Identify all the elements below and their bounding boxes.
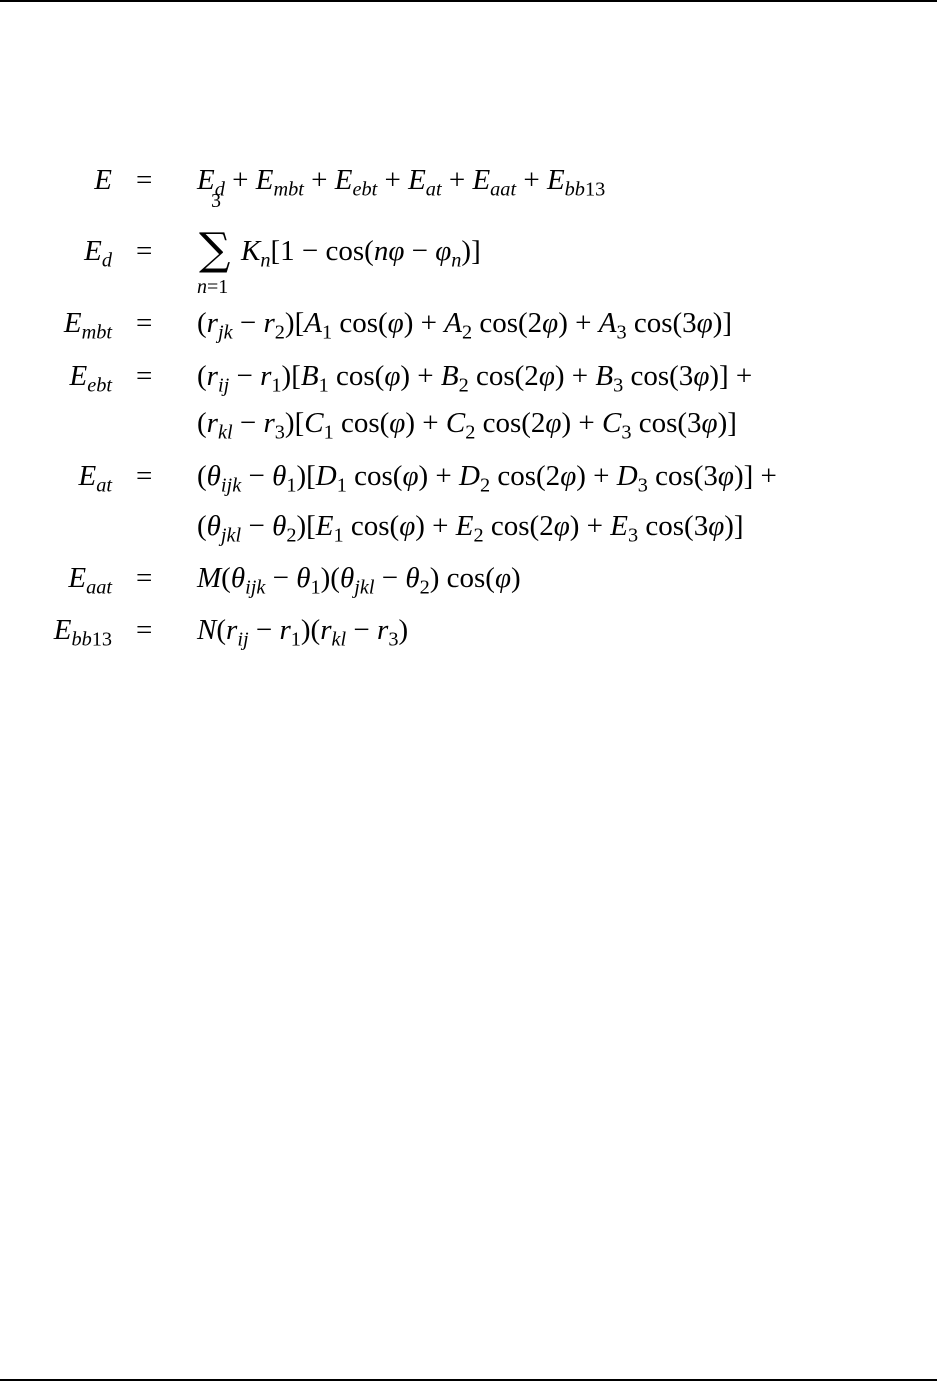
lhs-ed: $E_d$ bbox=[84, 235, 112, 272]
equation-total-energy bbox=[0, 162, 937, 212]
equals-sign: = bbox=[136, 360, 153, 392]
rhs-bond-bond-13: $N(r_{ij} - r_1)(r_{kl} - r_3)$ bbox=[197, 614, 409, 651]
equation-end-bond-torsion bbox=[0, 358, 937, 408]
summation-operator bbox=[197, 190, 241, 298]
equals-sign: = bbox=[136, 307, 153, 339]
equation-end-bond-torsion-continued bbox=[0, 405, 937, 455]
sigma-icon: ∑ bbox=[199, 224, 231, 275]
rhs-end-bond-torsion-line2: $(r_{kl} - r_3)[C_1$ $\cos(\varphi) + C_2$ $\cos(2\varphi) + C_3$ cos(3φ)] bbox=[197, 407, 737, 444]
lhs-e: E bbox=[94, 164, 112, 196]
rhs-angle-torsion-line2: $(\theta_{jkl} - \theta_2)[E_1$ $\cos(\varphi) + E_2$ $\cos(2\varphi) + E_3$ cos(3φ)] bbox=[197, 510, 744, 547]
bottom-rule bbox=[0, 1379, 937, 1381]
rhs-end-bond-torsion-line1: $(r_{ij} - r_1)[B_1$ $\cos(\varphi) + B_2$ $\cos(2\varphi) + B_3$ cos(3φ)] + bbox=[197, 360, 753, 397]
equals-sign: = bbox=[136, 614, 153, 646]
equation-bond-bond-13 bbox=[0, 612, 937, 662]
equals-sign: = bbox=[136, 562, 153, 594]
rhs-angle-angle-torsion: $M(\theta_{ijk} - \theta_1)(\theta_{jkl} - \theta_2)$ cos(φ) bbox=[197, 562, 521, 599]
lhs-ebb13: $E_{bb13}$ bbox=[53, 614, 112, 651]
lhs-eat: $E_{at}$ bbox=[78, 460, 112, 497]
equation-dihedral bbox=[0, 190, 937, 298]
lhs-eaat: $E_{aat}$ bbox=[68, 562, 112, 599]
equation-angle-torsion bbox=[0, 458, 937, 508]
equals-sign: = bbox=[136, 460, 153, 492]
equals-sign: = bbox=[136, 164, 153, 196]
equation-middle-bond-torsion bbox=[0, 305, 937, 355]
rhs-total-energy: $E_d + E_{mbt} + E_{ebt} + E_{at} + E_{aat} + E_{bb13}$ bbox=[197, 164, 606, 201]
sum-upper-limit: 3 bbox=[211, 190, 221, 212]
equation-angle-torsion-continued bbox=[0, 508, 937, 558]
equation-angle-angle-torsion bbox=[0, 560, 937, 610]
rhs-middle-bond-torsion: $(r_{jk} - r_2)[A_1$ $\cos(\varphi) + A_2$ $\cos(2\varphi) + A_3$ cos(3φ)] bbox=[197, 307, 733, 344]
lhs-eebt: $E_{ebt}$ bbox=[69, 360, 112, 397]
lhs-embt: $E_{mbt}$ bbox=[63, 307, 112, 344]
equals-sign: = bbox=[136, 235, 153, 267]
rhs-angle-torsion-line1: $(\theta_{ijk} - \theta_1)[D_1$ $\cos(\varphi) + D_2$ $\cos(2\varphi) + D_3$ cos(3φ)] + bbox=[197, 460, 777, 497]
sum-lower-limit: n=1 bbox=[197, 276, 229, 298]
top-rule bbox=[0, 0, 937, 2]
rhs-dihedral: 3 ∑ n=1 $K_n[1 - \cos(n\varphi - \varphi_n)]$ bbox=[197, 190, 481, 298]
